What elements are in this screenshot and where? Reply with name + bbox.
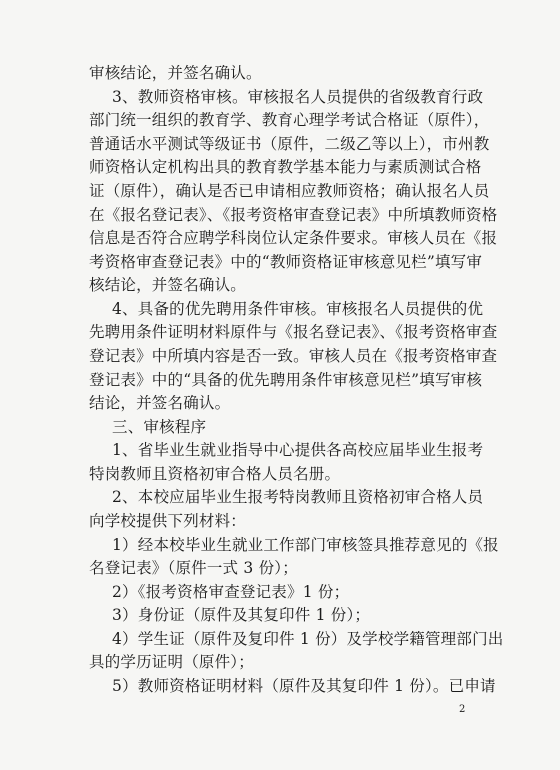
text-line: 5）教师资格证明材料（原件及其复印件 1 份）。已申请 (112, 677, 496, 695)
text-line: 2）《报考资格审查登记表》1 份； (112, 582, 350, 601)
text-line: 登记表》中的“具备的优先聘用条件审核意见栏”填写审核 (89, 370, 483, 389)
text-line: 在《报名登记表》、《报考资格审查登记表》中所填教师资格 (89, 205, 498, 224)
text-line: 名登记表》（原件一式 3 份）； (89, 559, 298, 578)
text-line: 先聘用条件证明材料原件与《报名登记表》、《报考资格审查 (89, 323, 498, 342)
text-line: 师资格认定机构出具的教育教学基本能力与素质测试合格 (89, 158, 482, 177)
text-line: 3）身份证（原件及其复印件 1 份）； (112, 606, 371, 625)
text-line: 向学校提供下列材料： (89, 512, 247, 530)
text-line: 1）经本校毕业生就业工作部门审核签具推荐意见的《报 (112, 535, 499, 554)
text-line: 2、本校应届毕业生报考特岗教师且资格初审合格人员 (112, 488, 484, 507)
text-line: 核结论，并签名确认。 (89, 276, 247, 295)
page-number: 2 (459, 704, 466, 715)
text-line: 结论，并签名确认。 (89, 394, 231, 413)
text-line: 信息是否符合应聘学科岗位认定条件要求。审核人员在《报 (89, 229, 498, 247)
section-heading: 三、审核程序 (112, 417, 207, 436)
text-line: 考资格审查登记表》中的“教师资格证审核意见栏”填写审 (89, 252, 483, 271)
text-line: 1、省毕业生就业指导中心提供各高校应届毕业生报考 (112, 441, 484, 460)
text-line: 特岗教师且资格初审合格人员名册。 (89, 464, 341, 483)
text-line: 4）学生证（原件及复印件 1 份）及学校学籍管理部门出 (112, 629, 504, 648)
text-line: 部门统一组织的教育学、教育心理学考试合格证（原件）， (89, 111, 490, 130)
text-line: 证（原件），确认是否已申请相应教师资格；确认报名人员 (89, 181, 490, 200)
text-line: 登记表》中所填内容是否一致。审核人员在《报考资格审查 (89, 346, 498, 365)
text-line: 普通话水平测试等级证书（原件，二级乙等以上），市州教 (89, 134, 490, 153)
text-line: 3、教师资格审核。审核报名人员提供的省级教育行政 (112, 87, 484, 106)
text-line: 具的学历证明（原件）； (89, 653, 254, 672)
text-line: 4、具备的优先聘用条件审核。审核报名人员提供的优 (112, 299, 484, 318)
text-line: 审核结论，并签名确认。 (89, 64, 262, 82)
